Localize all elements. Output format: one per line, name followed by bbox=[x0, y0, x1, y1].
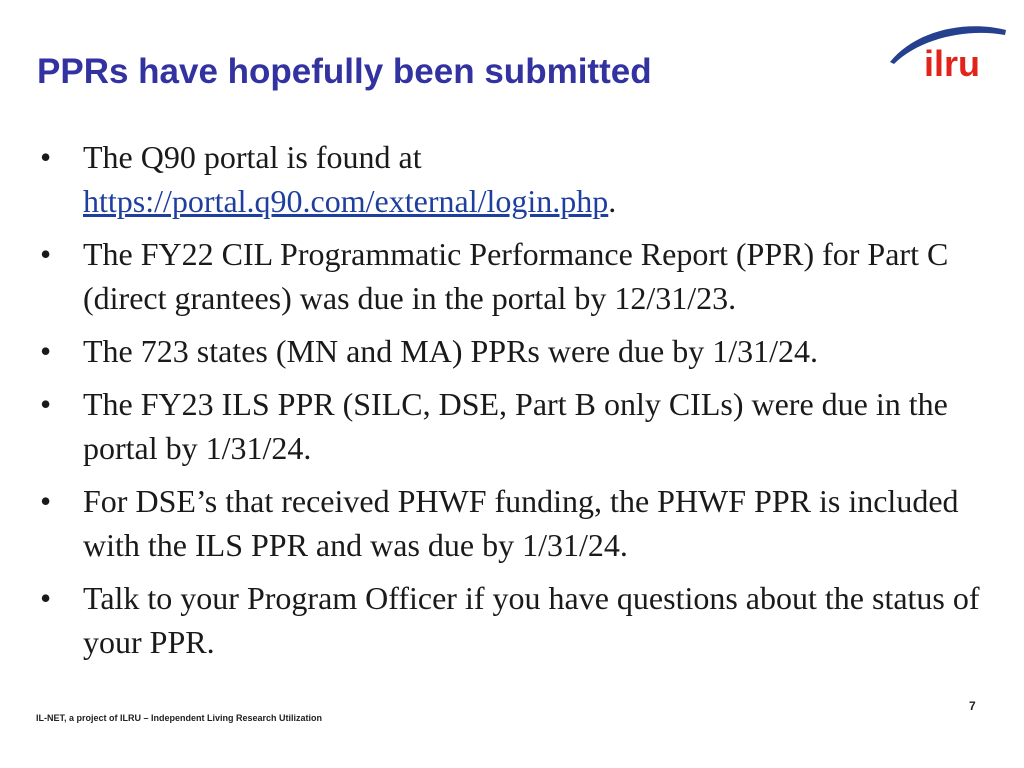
bullet-text: The Q90 portal is found at bbox=[83, 139, 422, 175]
bullet-dot-icon: • bbox=[40, 139, 52, 175]
bullet-dot-icon: • bbox=[40, 333, 52, 369]
logo-text: ilru bbox=[924, 43, 981, 82]
portal-link[interactable]: https://portal.q90.com/external/login.php bbox=[83, 183, 609, 219]
bullet-dot-icon: • bbox=[40, 580, 52, 616]
bullet-item bbox=[40, 135, 1000, 223]
bullet-item bbox=[40, 576, 1000, 664]
bullet-dot-icon: • bbox=[40, 386, 52, 422]
bullet-item bbox=[40, 329, 1000, 373]
bullet-item bbox=[40, 479, 1000, 567]
bullet-item bbox=[40, 382, 1000, 470]
bullet-list bbox=[40, 135, 1000, 673]
footer-text: IL-NET, a project of ILRU – Independent Living Research Utilization bbox=[36, 713, 323, 723]
bullet-text: The 723 states (MN and MA) PPRs were due by 1/31/24. bbox=[83, 333, 819, 369]
bullet-item bbox=[40, 232, 1000, 320]
bullet-text: The FY23 ILS PPR (SILC, DSE, Part B only CILs) were due in the portal by 1/31/24. bbox=[83, 386, 948, 466]
bullet-dot-icon: • bbox=[40, 236, 52, 272]
bullet-text-suffix: . bbox=[608, 183, 617, 219]
slide-title: PPRs have hopefully been submitted bbox=[37, 52, 652, 91]
page-number: 7 bbox=[969, 699, 976, 713]
bullet-text: The FY22 CIL Programmatic Performance Report (PPR) for Part C (direct grantees) was due in the portal by 12/31/23. bbox=[83, 236, 949, 316]
bullet-dot-icon: • bbox=[40, 483, 52, 519]
bullet-text: For DSE’s that received PHWF funding, the PHWF PPR is included with the ILS PPR and was due by 1/31/24. bbox=[83, 483, 959, 563]
ilru-logo bbox=[886, 18, 1008, 82]
bullet-text: Talk to your Program Officer if you have questions about the status of your PPR. bbox=[83, 580, 980, 660]
